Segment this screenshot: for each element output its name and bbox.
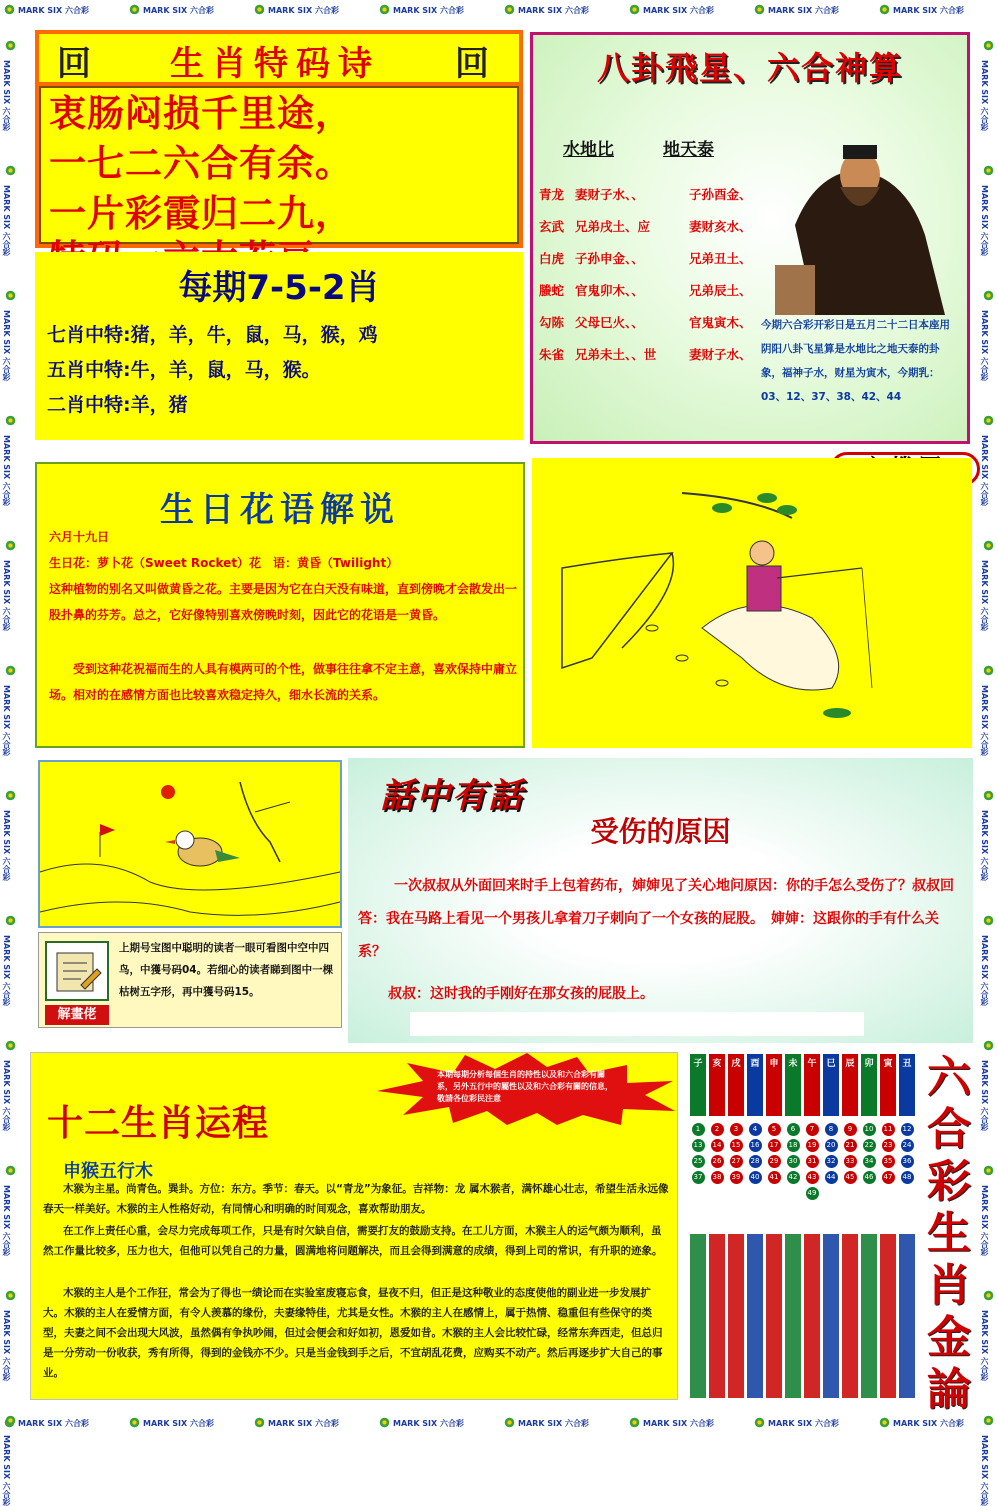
border-watermark-text: MARK SIX 六合彩 <box>143 1419 214 1428</box>
number-ball: 35 <box>882 1155 895 1168</box>
number-ball: 38 <box>711 1171 724 1184</box>
border-flower-icon <box>5 1165 16 1176</box>
border-watermark-text: MARK SIX 六合彩 <box>143 6 214 15</box>
number-ball: 31 <box>806 1155 819 1168</box>
number-ball: 5 <box>768 1123 781 1136</box>
story-title: 受伤的原因 <box>590 815 731 848</box>
zodiac-column-footer <box>690 1234 706 1398</box>
bagua-cell: 玄武 <box>539 219 565 234</box>
border-watermark-text: MARK SIX 六合彩 <box>2 560 11 631</box>
zodiac-line-2: 二肖中特:羊，猪 <box>47 394 188 416</box>
zodiac-column-header: 丑 <box>899 1054 915 1116</box>
border-watermark-text: MARK SIX 六合彩 <box>393 1419 464 1428</box>
bagua-col2-head: 地天泰 <box>663 140 714 160</box>
bagua-row <box>539 179 759 211</box>
bagua-cell: 白虎 <box>539 251 565 266</box>
border-flower-icon <box>983 665 994 676</box>
bagua-cell: 兄弟丑土、 <box>689 251 752 266</box>
sage-portrait-image <box>755 115 955 315</box>
solution-panel <box>38 932 342 1028</box>
border-flower-icon <box>254 4 265 15</box>
zodiac-column <box>899 1054 915 1398</box>
border-flower-icon <box>629 4 640 15</box>
zodiac-column-footer <box>861 1234 877 1398</box>
border-watermark-text: MARK SIX 六合彩 <box>2 810 11 881</box>
zodiac-column-header: 申 <box>766 1054 782 1116</box>
border-flower-icon <box>983 1040 994 1051</box>
number-ball: 47 <box>882 1171 895 1184</box>
border-flower-icon <box>983 1290 994 1301</box>
number-ball: 12 <box>901 1123 914 1136</box>
zodiac-column-footer <box>766 1234 782 1398</box>
border-flower-icon <box>379 1417 390 1428</box>
border-watermark-text: MARK SIX 六合彩 <box>268 1419 339 1428</box>
number-ball: 16 <box>749 1139 762 1152</box>
zodiac-column <box>747 1054 763 1398</box>
number-ball: 18 <box>787 1139 800 1152</box>
puzzle-illustration <box>532 458 972 748</box>
story-panel <box>348 758 973 1043</box>
number-ball: 28 <box>749 1155 762 1168</box>
fishing-boy-image <box>532 458 972 748</box>
border-watermark-text: MARK SIX 六合彩 <box>2 685 11 756</box>
poem-line-3: 一片彩霞归二九， <box>49 191 353 235</box>
border-flower-icon <box>983 540 994 551</box>
border-watermark-text: MARK SIX 六合彩 <box>980 1185 989 1256</box>
number-ball: 39 <box>730 1171 743 1184</box>
bagua-rows <box>539 179 759 371</box>
fortune-para-1: 木猴为主星。尚青色。巽卦。方位：东方。季节：春天。以“青龙”为象征。吉祥物：龙 属木猴者，满怀雄心壮志，希望生活永远像春天一样美好。木猴的主人性格好动，有同情心和明确的时间观念，喜欢帮助朋友。 <box>43 1183 669 1215</box>
number-ball: 49 <box>806 1187 819 1200</box>
border-watermark-text: MARK SIX 六合彩 <box>643 6 714 15</box>
fortune-para-3: 木猴的主人是个工作狂，常会为了得也一绩论而在实验室废寝忘食，昼夜不归，但正是这种敬业的态度使他的副业进一步发展扩大。木猴的主人在爱情方面，有令人羡慕的缘份，夫妻缘特佳，尤其是女性。木猴的主人在感情上，属于热情、稳重但有些保守的类型，夫妻之间不会出现大风波，虽然偶有争执吵闹，但过会便会和好如初，恩爱如昔。木猴的主人会比较忙碌，经常东奔西走，但总归是一分劳动一份收获，秀有所得，得到的金钱亦不少。只是当金钱到手之后，不宜胡乱花费，应购买不动产。然后再逐步扩大自己的事业。 <box>43 1287 663 1379</box>
border-flower-icon <box>983 415 994 426</box>
bagua-row <box>539 339 759 371</box>
bagua-cell: 勾陈 <box>539 315 565 330</box>
bagua-cell: 父母巳火、、 <box>575 315 644 330</box>
left-border <box>0 20 22 1506</box>
border-flower-icon <box>254 1417 265 1428</box>
border-watermark-text: MARK SIX 六合彩 <box>2 935 11 1006</box>
number-ball: 24 <box>901 1139 914 1152</box>
zodiac-column-header: 酉 <box>747 1054 763 1116</box>
border-watermark-text: MARK SIX 六合彩 <box>893 1419 964 1428</box>
bagua-panel <box>530 32 970 444</box>
border-flower-icon <box>5 540 16 551</box>
poem-lines <box>49 88 353 278</box>
border-watermark-text: MARK SIX 六合彩 <box>2 435 11 506</box>
zodiac-column <box>785 1054 801 1398</box>
border-flower-icon <box>5 290 16 301</box>
number-ball: 10 <box>863 1123 876 1136</box>
border-flower-icon <box>129 1417 140 1428</box>
story-banner: 話中有話 <box>380 776 524 816</box>
border-watermark-text: MARK SIX 六合彩 <box>643 1419 714 1428</box>
border-flower-icon <box>504 1417 515 1428</box>
zodiac-column-footer <box>842 1234 858 1398</box>
border-watermark-text: MARK SIX 六合彩 <box>2 185 11 256</box>
zodiac-column-footer <box>785 1234 801 1398</box>
poem-header: 生肖特码诗 <box>170 44 380 84</box>
zodiac-column-footer <box>709 1234 725 1398</box>
border-watermark-text: MARK SIX 六合彩 <box>980 1310 989 1381</box>
bagua-cell: 妻财子水、 <box>689 347 752 362</box>
poem-line-2: 一七二六合有余。 <box>49 141 353 185</box>
number-ball: 42 <box>787 1171 800 1184</box>
bagua-cell: 螣蛇 <box>539 283 565 298</box>
border-flower-icon <box>983 1165 994 1176</box>
bagua-cell: 子孙酉金、 <box>689 187 752 202</box>
zodiac-line-5: 五肖中特:牛，羊，鼠，马，猴。 <box>47 359 321 381</box>
zodiac-column <box>728 1054 744 1398</box>
flower-title: 生日花语解说 <box>160 490 400 530</box>
border-flower-icon <box>379 4 390 15</box>
zodiac-column-footer <box>747 1234 763 1398</box>
border-watermark-text: MARK SIX 六合彩 <box>2 1185 11 1256</box>
number-ball: 7 <box>806 1123 819 1136</box>
border-flower-icon <box>983 790 994 801</box>
number-ball: 29 <box>768 1155 781 1168</box>
zodiac-column-footer <box>880 1234 896 1398</box>
number-ball: 40 <box>749 1171 762 1184</box>
number-ball: 22 <box>863 1139 876 1152</box>
zodiac-column-header: 巳 <box>823 1054 839 1116</box>
border-flower-icon <box>5 1290 16 1301</box>
number-ball: 1 <box>692 1123 705 1136</box>
number-ball: 46 <box>863 1171 876 1184</box>
fortune-panel <box>30 1052 678 1400</box>
border-flower-icon <box>983 915 994 926</box>
zodiac-column-header: 亥 <box>709 1054 725 1116</box>
flower-para2: 受到这种花祝福而生的人具有模两可的个性，做事往往拿不定主意，喜欢保持中庸立场。相对的在感情方面也比较喜欢稳定持久，细水长流的关系。 <box>49 662 518 702</box>
solution-badge: 解畫佬 <box>45 1005 109 1025</box>
right-border <box>978 20 998 1506</box>
border-flower-icon <box>5 415 16 426</box>
number-ball: 26 <box>711 1155 724 1168</box>
bagua-cell: 妻财子水、、 <box>575 187 644 202</box>
number-ball: 20 <box>825 1139 838 1152</box>
bottom-border <box>0 1413 998 1433</box>
zodiac-column <box>842 1054 858 1398</box>
border-watermark-text: MARK SIX 六合彩 <box>980 1060 989 1131</box>
zodiac-column-header: 戌 <box>728 1054 744 1116</box>
border-flower-icon <box>5 1040 16 1051</box>
border-flower-icon <box>4 4 15 15</box>
zodiac-column-header: 子 <box>690 1054 706 1116</box>
zodiac-column <box>766 1054 782 1398</box>
number-ball: 4 <box>749 1123 762 1136</box>
top-border <box>0 0 998 20</box>
flower-date: 六月十九日 <box>49 530 110 544</box>
flower-name-line: 生日花：萝卜花（Sweet Rocket）花 语：黄昏（Twilight） <box>49 556 399 570</box>
number-ball: 17 <box>768 1139 781 1152</box>
border-flower-icon <box>5 790 16 801</box>
fortune-title: 十二生肖运程 <box>47 1102 270 1144</box>
poem-line-1: 衷肠闷损千里途， <box>49 91 353 135</box>
bagua-note: 今期六合彩开彩日是五月二十二日本座用阴阳八卦飞星算是水地比之地天泰的卦象，福神子水，财星为寅木，今期乳：03、12、37、38、42、44 <box>761 319 950 403</box>
bagua-row <box>539 275 759 307</box>
number-ball: 8 <box>825 1123 838 1136</box>
border-watermark-text: MARK SIX 六合彩 <box>268 6 339 15</box>
border-watermark-text: MARK SIX 六合彩 <box>2 310 11 381</box>
border-watermark-text: MARK SIX 六合彩 <box>18 1419 89 1428</box>
zodiac-column-header: 卯 <box>861 1054 877 1116</box>
number-ball: 36 <box>901 1155 914 1168</box>
zodiac-pick-panel <box>35 252 523 440</box>
zodiac-column-footer <box>823 1234 839 1398</box>
frame-glyph-right: 回 <box>455 44 489 84</box>
bagua-cell: 官鬼寅木、 <box>689 315 752 330</box>
border-watermark-text: MARK SIX 六合彩 <box>980 185 989 256</box>
bagua-row <box>539 243 759 275</box>
border-flower-icon <box>5 40 16 51</box>
number-ball: 9 <box>844 1123 857 1136</box>
story-footer-bar <box>410 1012 864 1036</box>
border-flower-icon <box>983 290 994 301</box>
border-flower-icon <box>129 4 140 15</box>
border-watermark-text: MARK SIX 六合彩 <box>980 1435 989 1506</box>
border-watermark-text: MARK SIX 六合彩 <box>2 1310 11 1381</box>
flower-panel <box>35 462 525 748</box>
number-ball: 15 <box>730 1139 743 1152</box>
number-ball: 3 <box>730 1123 743 1136</box>
border-flower-icon <box>879 4 890 15</box>
bagua-cell: 兄弟辰土、 <box>689 283 752 298</box>
number-ball: 23 <box>882 1139 895 1152</box>
bagua-cell: 官鬼卯木、、 <box>575 283 644 298</box>
number-ball: 13 <box>692 1139 705 1152</box>
starburst-text: 本期每期分析每個生肖的持性以及和六合彩有關系，另外五行中的屬性以及和六合彩有關的信息，敬請各位彩民注意 <box>437 1070 613 1103</box>
zodiac-column <box>861 1054 877 1398</box>
zodiac-column <box>823 1054 839 1398</box>
number-ball: 21 <box>844 1139 857 1152</box>
number-ball: 30 <box>787 1155 800 1168</box>
zodiac-column-header: 午 <box>804 1054 820 1116</box>
border-flower-icon <box>5 1415 16 1426</box>
border-watermark-text: MARK SIX 六合彩 <box>518 1419 589 1428</box>
story-line-2: 叔叔：这时我的手刚好在那女孩的屁股上。 <box>388 986 654 1002</box>
bagua-cell: 妻财亥水、 <box>689 219 752 234</box>
bagua-row <box>539 211 759 243</box>
poem-panel <box>35 30 523 248</box>
number-ball: 11 <box>882 1123 895 1136</box>
border-watermark-text: MARK SIX 六合彩 <box>2 1435 11 1506</box>
border-flower-icon <box>754 1417 765 1428</box>
zodiac-column-footer <box>899 1234 915 1398</box>
border-flower-icon <box>504 4 515 15</box>
zodiac-column-header: 未 <box>785 1054 801 1116</box>
number-ball: 37 <box>692 1171 705 1184</box>
zodiac-column-header: 寅 <box>880 1054 896 1116</box>
frame-glyph-left: 回 <box>57 44 91 84</box>
number-ball: 33 <box>844 1155 857 1168</box>
border-watermark-text: MARK SIX 六合彩 <box>980 310 989 381</box>
solution-text: 上期号宝图中聪明的读者一眼可看图中空中四鸟，中獲号码04。若细心的读者睇到图中一棵枯树五字形，再中獲号码15。 <box>119 942 334 998</box>
bagua-cell: 兄弟戌土、应 <box>575 219 651 234</box>
border-watermark-text: MARK SIX 六合彩 <box>980 435 989 506</box>
zodiac-line-7: 七肖中特:猪，羊，牛，鼠，马，猴，鸡 <box>47 324 378 346</box>
bagua-col1-head: 水地比 <box>563 140 614 160</box>
zodiac-column <box>709 1054 725 1398</box>
border-watermark-text: MARK SIX 六合彩 <box>980 935 989 1006</box>
bagua-cell: 青龙 <box>539 187 565 202</box>
number-ball: 27 <box>730 1155 743 1168</box>
zodiac-column <box>804 1054 820 1398</box>
fortune-para-2: 在工作上责任心重，会尽力完成每项工作，只是有时欠缺自信，需要打友的鼓励支持。在工儿方面，木猴主人的运气颇为顺利，虽然工作量比较多，压力也大，但他可以凭自己的力量，圆满地将问题解决，而且会得到满意的成绩，得到上司的常识，有升职的迹象。 <box>43 1225 663 1257</box>
number-ball: 41 <box>768 1171 781 1184</box>
border-flower-icon <box>879 1417 890 1428</box>
zodiac-column <box>690 1054 706 1398</box>
number-ball: 44 <box>825 1171 838 1184</box>
zodiac-column-footer <box>804 1234 820 1398</box>
flower-para1: 这种植物的别名又叫做黄昏之花。主要是因为它在白天没有味道，直到傍晚才会散发出一股扑鼻的芬芳。总之，它好像特别喜欢傍晚时刻，因此它的花语是一黄昏。 <box>49 582 518 622</box>
border-watermark-text: MARK SIX 六合彩 <box>2 60 11 131</box>
number-ball: 32 <box>825 1155 838 1168</box>
border-watermark-text: MARK SIX 六合彩 <box>893 6 964 15</box>
border-watermark-text: MARK SIX 六合彩 <box>980 810 989 881</box>
border-watermark-text: MARK SIX 六合彩 <box>980 685 989 756</box>
border-watermark-text: MARK SIX 六合彩 <box>518 6 589 15</box>
zodiac-pick-title: 每期7-5-2肖 <box>178 268 380 308</box>
border-watermark-text: MARK SIX 六合彩 <box>393 6 464 15</box>
number-ball: 34 <box>863 1155 876 1168</box>
bagua-cell: 子孙申金、、 <box>575 251 644 266</box>
border-flower-icon <box>5 165 16 176</box>
bird-image <box>40 762 340 926</box>
border-flower-icon <box>5 665 16 676</box>
zodiac-column <box>880 1054 896 1398</box>
number-ball: 25 <box>692 1155 705 1168</box>
number-ball: 6 <box>787 1123 800 1136</box>
zodiac-column-footer <box>728 1234 744 1398</box>
notepad-icon <box>51 945 103 997</box>
zodiac-column-header: 辰 <box>842 1054 858 1116</box>
border-flower-icon <box>754 4 765 15</box>
border-watermark-text: MARK SIX 六合彩 <box>18 6 89 15</box>
number-ball: 43 <box>806 1171 819 1184</box>
bagua-row <box>539 307 759 339</box>
border-flower-icon <box>629 1417 640 1428</box>
number-ball: 2 <box>711 1123 724 1136</box>
number-ball: 14 <box>711 1139 724 1152</box>
border-flower-icon <box>983 165 994 176</box>
border-flower-icon <box>983 40 994 51</box>
number-ball: 45 <box>844 1171 857 1184</box>
border-watermark-text: MARK SIX 六合彩 <box>2 1060 11 1131</box>
number-ball: 19 <box>806 1139 819 1152</box>
number-ball: 48 <box>901 1171 914 1184</box>
bird-illustration <box>38 760 342 928</box>
border-flower-icon <box>5 915 16 926</box>
fortune-subtitle: 申猴五行木 <box>63 1161 153 1182</box>
bagua-cell: 兄弟未土、、世 <box>575 347 657 362</box>
border-watermark-text: MARK SIX 六合彩 <box>768 1419 839 1428</box>
side-title: 六合彩生肖金論 <box>927 1052 971 1415</box>
border-watermark-text: MARK SIX 六合彩 <box>980 560 989 631</box>
story-line-1: 一次叔叔从外面回来时手上包着药布，婶婶见了关心地问原因：你的手怎么受伤了？叔叔回答：我在马路上看见一个男孩儿拿着刀子刺向了一个女孩的屁股。 婶婶：这跟你的手有什么关系？ <box>358 878 954 960</box>
border-flower-icon <box>983 1415 994 1426</box>
bagua-title: 八卦飛星、六合神算 <box>596 49 903 87</box>
bagua-cell: 朱雀 <box>539 347 565 362</box>
zodiac-number-table <box>690 1054 922 1398</box>
border-watermark-text: MARK SIX 六合彩 <box>768 6 839 15</box>
border-watermark-text: MARK SIX 六合彩 <box>980 60 989 131</box>
